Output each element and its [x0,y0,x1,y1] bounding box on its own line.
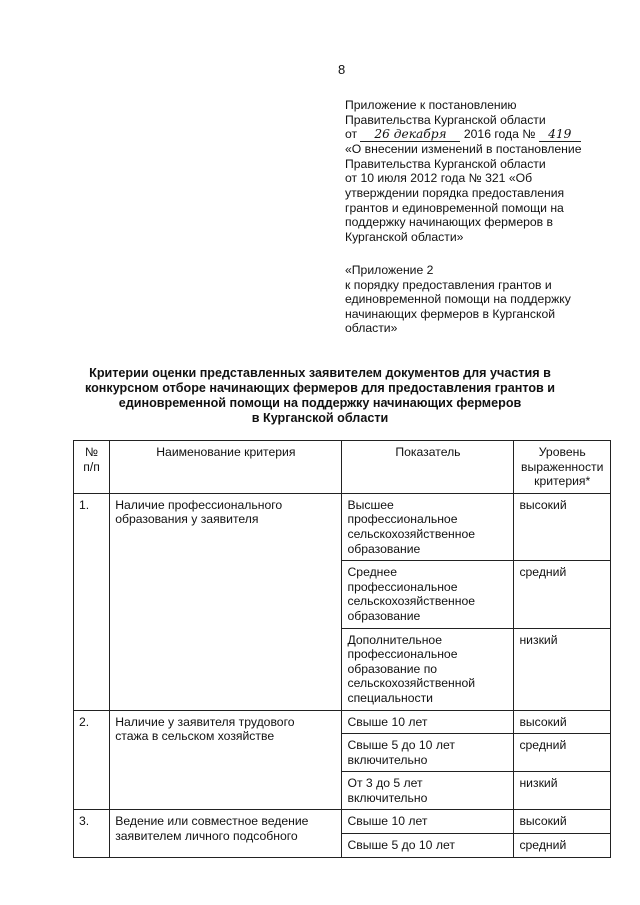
appendix-line: «О внесении изменений в постановление [345,142,582,157]
row-level: высокий [514,710,611,734]
handwritten-number: 419 [539,128,581,142]
title-line: в Курганской области [251,411,389,425]
indicator-line: Свыше 10 лет [347,814,428,829]
indicator-line: профессиональное [347,579,458,594]
table-row [74,493,611,560]
indicator-line: включительно [347,752,428,767]
header-level-line: выраженности [520,459,604,474]
document-title [80,366,560,426]
year-label: 2016 года № [463,127,536,142]
row-num: 2. [74,710,110,810]
indicator-line: профессиональное [347,512,458,527]
table-row [74,710,611,734]
appendix-line: грантов и единовременной помощи на [345,200,564,215]
appendix-2-reference [345,263,615,336]
appendix2-line: единовременной помощи на поддержку [345,292,571,307]
row-criterion [110,493,342,710]
indicator-line: сельскохозяйственной [347,676,476,691]
handwritten-date: 26 декабря [360,128,460,142]
row-indicator [342,561,514,628]
indicator-line: Свыше 5 до 10 лет [347,738,455,753]
header-num-line: № [85,445,99,459]
appendix-line: Правительства Курганской области [345,156,546,171]
page-number: 8 [338,62,346,77]
indicator-line: сельскохозяйственное [347,526,476,541]
table-header-row [74,441,611,494]
table-row [74,810,611,834]
row-level: средний [514,561,611,628]
indicator-line: образование [347,541,421,556]
criterion-line: стажа в сельском хозяйстве [115,729,275,744]
criteria-table [73,440,611,858]
criterion-line: Наличие у заявителя трудового [115,714,295,729]
row-indicator [342,810,514,834]
row-indicator [342,834,514,858]
appendix-line: Курганской области» [345,229,464,244]
indicator-line: Дополнительное [347,632,442,647]
indicator-line: образование [347,608,421,623]
row-indicator [342,628,514,710]
row-level: средний [514,834,611,858]
title-line: конкурсном отборе начинающих фермеров для предоставления грантов и [84,381,556,395]
indicator-line: образование по [347,661,438,676]
title-line: единовременной помощи на поддержку начинающих фермеров [118,396,522,410]
row-level: высокий [514,493,611,560]
appendix-line: поддержку начинающих фермеров в [345,215,553,230]
row-indicator [342,493,514,560]
indicator-line: От 3 до 5 лет [347,776,423,791]
indicator-line: включительно [347,790,428,805]
row-level: низкий [514,772,611,810]
row-num: 3. [74,810,110,857]
from-label: от [345,127,358,142]
appendix2-line: начинающих фермеров в Курганской [345,306,556,321]
row-level: высокий [514,810,611,834]
header-name: Наименование критерия [110,441,342,494]
header-num [74,441,110,494]
indicator-line: Свыше 10 лет [347,714,428,729]
appendix-line: Правительства Курганской области [345,112,546,127]
indicator-line: Среднее [347,565,397,580]
indicator-line: профессиональное [347,647,458,662]
criterion-line: Ведение или совместное ведение [115,814,309,829]
title-line: Критерии оценки представленных заявителем документов для участия в [89,366,551,380]
appendix-line: утверждении порядка предоставления [345,185,565,200]
criterion-line: Наличие профессионального [115,497,283,512]
indicator-line: сельскохозяйственное [347,594,476,609]
row-indicator [342,710,514,734]
header-indicator: Показатель [342,441,514,494]
criterion-line: заявителем личного подсобного [115,829,298,844]
appendix-line: Приложение к постановлению [345,98,517,112]
row-indicator [342,772,514,810]
row-criterion [110,710,342,810]
header-level-line: критерия* [534,474,591,489]
appendix2-line: к порядку предоставления грантов и [345,277,552,292]
indicator-line: специальности [347,690,433,705]
row-num: 1. [74,493,110,710]
indicator-line: Высшее [347,497,394,512]
appendix2-line: «Приложение 2 [345,263,434,277]
header-num-line: п/п [83,459,100,474]
indicator-line: Свыше 5 до 10 лет [347,838,455,853]
header-level-line: Уровень [538,445,586,459]
row-indicator [342,734,514,772]
header-level [514,441,611,494]
appendix-line: от 10 июля 2012 года № 321 «Об [345,171,533,186]
appendix-date-line [345,127,615,142]
appendix2-line: области» [345,321,398,336]
criterion-line: образования у заявителя [115,512,259,527]
row-level: средний [514,734,611,772]
row-criterion [110,810,342,857]
appendix-reference [345,98,615,244]
row-level: низкий [514,628,611,710]
